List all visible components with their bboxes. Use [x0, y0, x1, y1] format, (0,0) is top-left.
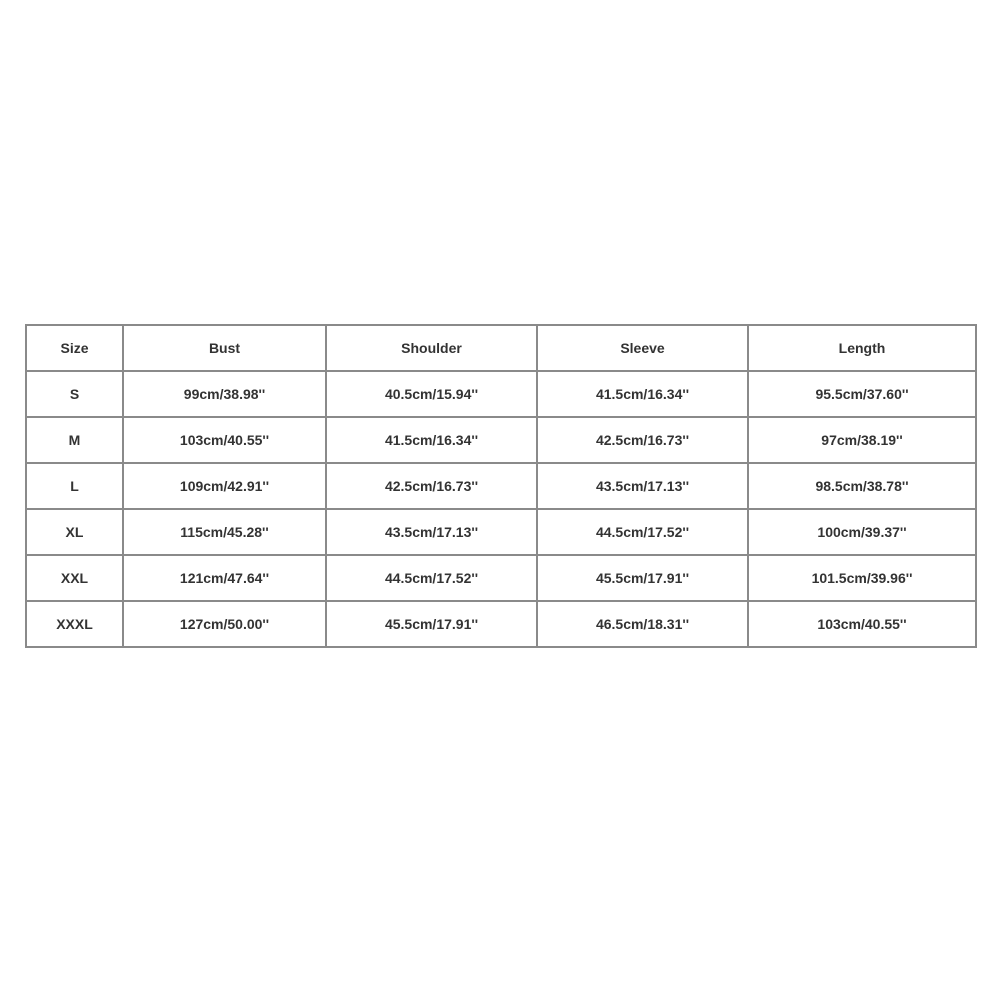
- header-size: Size: [26, 325, 123, 371]
- cell-bust: 115cm/45.28'': [123, 509, 326, 555]
- table-row: [26, 601, 976, 647]
- header-sleeve: Sleeve: [537, 325, 748, 371]
- cell-length: 97cm/38.19'': [748, 417, 976, 463]
- table-row: [26, 555, 976, 601]
- cell-size: L: [26, 463, 123, 509]
- cell-size: XL: [26, 509, 123, 555]
- cell-bust: 121cm/47.64'': [123, 555, 326, 601]
- cell-shoulder: 45.5cm/17.91'': [326, 601, 537, 647]
- cell-sleeve: 41.5cm/16.34'': [537, 371, 748, 417]
- cell-shoulder: 40.5cm/15.94'': [326, 371, 537, 417]
- header-shoulder: Shoulder: [326, 325, 537, 371]
- header-row: [26, 325, 976, 371]
- cell-size: XXXL: [26, 601, 123, 647]
- table-row: [26, 463, 976, 509]
- cell-sleeve: 45.5cm/17.91'': [537, 555, 748, 601]
- cell-length: 95.5cm/37.60'': [748, 371, 976, 417]
- size-chart-table: [25, 324, 977, 648]
- cell-size: XXL: [26, 555, 123, 601]
- cell-bust: 99cm/38.98'': [123, 371, 326, 417]
- cell-sleeve: 44.5cm/17.52'': [537, 509, 748, 555]
- table-row: [26, 417, 976, 463]
- cell-shoulder: 43.5cm/17.13'': [326, 509, 537, 555]
- cell-length: 101.5cm/39.96'': [748, 555, 976, 601]
- header-bust: Bust: [123, 325, 326, 371]
- header-length: Length: [748, 325, 976, 371]
- cell-size: M: [26, 417, 123, 463]
- cell-sleeve: 42.5cm/16.73'': [537, 417, 748, 463]
- table-row: [26, 509, 976, 555]
- cell-shoulder: 44.5cm/17.52'': [326, 555, 537, 601]
- cell-sleeve: 46.5cm/18.31'': [537, 601, 748, 647]
- cell-bust: 109cm/42.91'': [123, 463, 326, 509]
- cell-shoulder: 42.5cm/16.73'': [326, 463, 537, 509]
- cell-bust: 103cm/40.55'': [123, 417, 326, 463]
- cell-length: 98.5cm/38.78'': [748, 463, 976, 509]
- cell-bust: 127cm/50.00'': [123, 601, 326, 647]
- cell-length: 103cm/40.55'': [748, 601, 976, 647]
- cell-length: 100cm/39.37'': [748, 509, 976, 555]
- cell-sleeve: 43.5cm/17.13'': [537, 463, 748, 509]
- cell-size: S: [26, 371, 123, 417]
- table-row: [26, 371, 976, 417]
- cell-shoulder: 41.5cm/16.34'': [326, 417, 537, 463]
